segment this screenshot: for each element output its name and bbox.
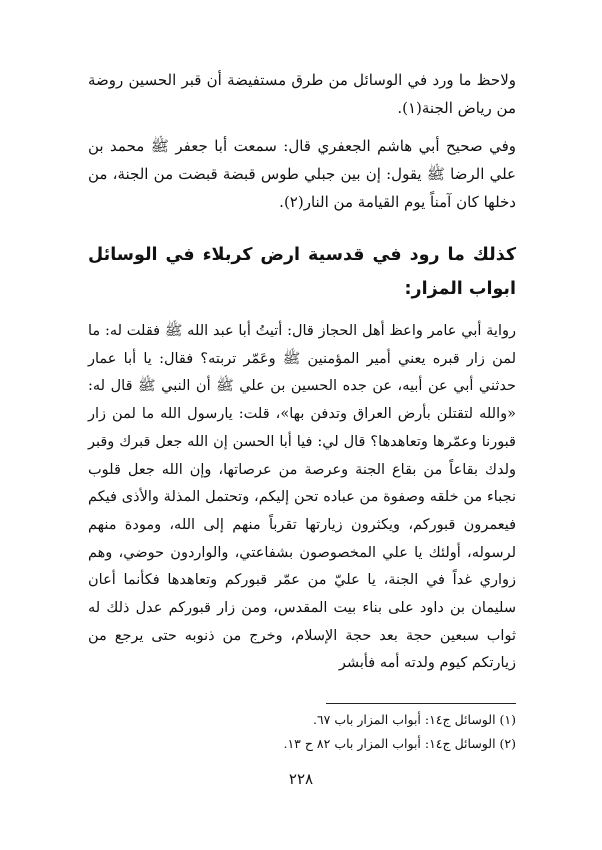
paragraph-1: ولاحظ ما ورد في الوسائل من طرق مستفيضة أن قبر الحسين روضة من رياض الجنة(١). xyxy=(88,71,516,117)
body-paragraph: رواية أبي عامر واعظ أهل الحجاز قال: أتيتُ أبا عبد الله ﷺ فقلت له: ما لمن زار قبره يعني أمير المؤمنين ﷺ وعَمّر تربته؟ فقال: يا أبا عمار حدثني أبي عن أبيه، عن جده الحسين بن علي ﷺ أن النبي ﷺ قال له: «والله لتقتلن بأرض العراق وتدفن بها»، قلت: يارسول الله ما لمن زار قبورنا وعمّرها وتعاهدها؟ قال لي: فيا أبا الحسن إن الله جعل قبرك وقبر ولدك بقاعاً من بقاع الجنة وعرصة من عرصاتها، وإن الله جعل قلوب نجباء من خلقه وصفوة من عباده تحن إليكم، وتحتمل المذلة والأذى فيكم فيعمرون قبوركم، ويكثرون زيارتها تقرباً منهم إلى الله، ومودة منهم لرسوله، أولئك يا علي المخصوصون بشفاعتي، والواردون حوضي، وهم زواري غداً في الجنة، يا عليّ من عمّر قبوركم وتعاهدها فكأنما أعان سليمان بن داود على بناء بيت المقدس، ومن زار قبوركم عدل ذلك له ثواب سبعين حجة بعد حجة الإسلام، وخرج من ذنوبه حتى يرجع من زيارتكم كيوم ولدته أمه فأبشر xyxy=(88,323,516,672)
footnote-1: (١) الوسائل ج١٤: أبواب المزار باب ٦٧. xyxy=(312,712,516,727)
footnote-2: (٢) الوسائل ج١٤: أبواب المزار باب ٨٢ ح ١٣. xyxy=(283,736,516,751)
footnote-divider xyxy=(326,703,516,704)
footnotes xyxy=(86,708,516,756)
page-number: ٢٢٨ xyxy=(288,770,314,788)
section-heading: كذلك ما رود في قدسية ارض كربلاء في الوسائل ابواب المزار: xyxy=(88,245,516,299)
page-content xyxy=(88,60,516,678)
paragraph-2: وفي صحيح أبي هاشم الجعفري قال: سمعت أبا جعفر ﷺ محمد بن علي الرضا ﷺ يقول: إن بين جبلي طوس قبضة قبضت من الجنة، من دخلها كان آمناً يوم القيامة من النار(٢). xyxy=(88,137,516,211)
